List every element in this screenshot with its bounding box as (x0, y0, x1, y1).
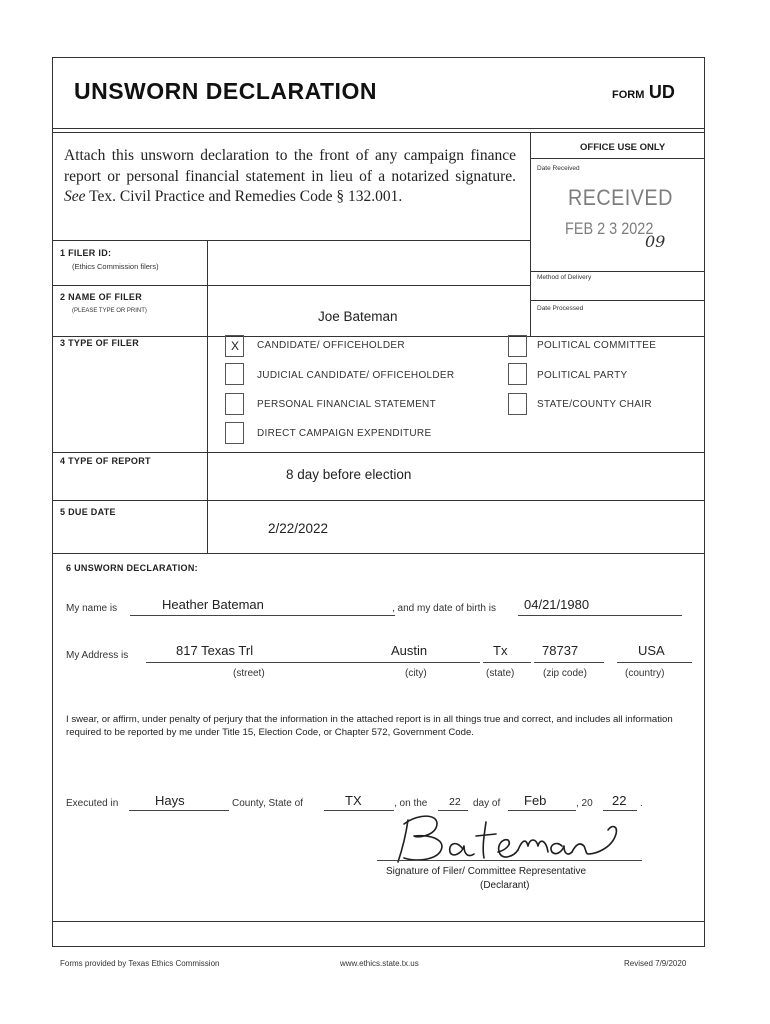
unsworn-declaration-label: 6 UNSWORN DECLARATION: (66, 563, 198, 573)
footer-left: Forms provided by Texas Ethics Commission (60, 959, 220, 968)
intro-see: See (64, 188, 86, 205)
street-field[interactable]: 817 Texas Trl (176, 643, 254, 658)
filer-id-sublabel: (Ethics Commission filers) (72, 262, 159, 271)
declarant-label: (Declarant) (480, 880, 530, 891)
option-political-committee: POLITICAL COMMITTEE (537, 340, 657, 351)
state-of-field[interactable]: TX (345, 793, 362, 808)
date-received-label: Date Received (537, 165, 580, 172)
form-code: UD (648, 82, 675, 102)
street-sublabel: (street) (233, 668, 265, 679)
county-state-text: County, State of (232, 798, 303, 809)
checkbox-judicial-candidate[interactable] (225, 363, 244, 385)
option-political-party: POLITICAL PARTY (537, 370, 628, 381)
checkbox-personal-financial-statement[interactable] (225, 393, 244, 415)
checkbox-candidate-officeholder[interactable] (225, 335, 244, 357)
intro-text-after: Tex. Civil Practice and Remedies Code § 132.001. (85, 188, 403, 205)
declarant-signature (390, 810, 640, 870)
option-direct-campaign-expenditure: DIRECT CAMPAIGN EXPENDITURE (257, 428, 432, 439)
checkbox-political-party[interactable] (508, 363, 527, 385)
city-sublabel: (city) (405, 668, 427, 679)
received-stamp: RECEIVED (568, 185, 673, 210)
due-date-field[interactable]: 2/22/2022 (268, 521, 329, 536)
month-field[interactable]: Feb (524, 793, 547, 808)
dob-text: , and my date of birth is (392, 603, 496, 614)
filer-id-field[interactable] (212, 246, 526, 280)
intro-text-before: Attach this unsworn declaration to the front of any campaign finance report or personal financial statement in lieu of a notarized signature. (64, 147, 516, 185)
my-address-is-label: My Address is (66, 650, 129, 661)
checkbox-political-committee[interactable] (508, 335, 527, 357)
perjury-statement: I swear, or affirm, under penalty of perjury that the information in the attached report is in all things true and correct, and includes all information required to be reported by me under Title 15, Election Code, or Chapter 572, Government Code. (66, 714, 673, 738)
year-prefix: , 20 (576, 798, 593, 809)
state-sublabel: (state) (486, 668, 515, 679)
country-sublabel: (country) (625, 668, 665, 679)
state-field[interactable]: Tx (493, 643, 508, 658)
zip-field[interactable]: 78737 (542, 643, 579, 658)
checkbox-direct-campaign-expenditure[interactable] (225, 422, 244, 444)
office-use-title: OFFICE USE ONLY (580, 142, 666, 153)
day-of-text: day of (473, 798, 501, 809)
signature-label: Signature of Filer/ Committee Representative (386, 866, 587, 877)
name-of-filer-label: 2 NAME OF FILER (60, 292, 143, 302)
option-candidate-officeholder: CANDIDATE/ OFFICEHOLDER (257, 340, 405, 351)
footer-revised: Revised 7/9/2020 (624, 959, 687, 968)
country-field[interactable]: USA (638, 643, 665, 658)
date-of-birth-field[interactable]: 04/21/1980 (524, 597, 590, 612)
name-of-filer-field[interactable]: Joe Bateman (318, 309, 398, 324)
type-of-report-field[interactable]: 8 day before election (286, 467, 412, 482)
received-initials: 09 (645, 232, 666, 251)
type-of-report-label: 4 TYPE OF REPORT (60, 456, 151, 466)
city-field[interactable]: Austin (391, 643, 428, 658)
checkbox-state-county-chair[interactable] (508, 393, 527, 415)
executed-in-label: Executed in (66, 798, 119, 809)
zip-sublabel: (zip code) (543, 668, 587, 679)
year-field[interactable]: 22 (612, 793, 627, 808)
form-code-label (612, 82, 675, 103)
form-prefix: FORM (612, 89, 645, 101)
on-the-text: , on the (394, 798, 428, 809)
footer-website-link[interactable]: www.ethics.state.tx.us (340, 959, 419, 968)
name-of-filer-sublabel: (PLEASE TYPE OR PRINT) (72, 308, 147, 314)
form-title: UNSWORN DECLARATION (74, 78, 377, 104)
type-of-filer-label: 3 TYPE OF FILER (60, 338, 140, 348)
due-date-label: 5 DUE DATE (60, 507, 116, 517)
day-field[interactable]: 22 (449, 796, 461, 808)
date-processed-label: Date Processed (537, 305, 584, 312)
declarant-name-field[interactable]: Heather Bateman (162, 597, 264, 612)
option-judicial-candidate: JUDICIAL CANDIDATE/ OFFICEHOLDER (257, 370, 455, 381)
option-state-county-chair: STATE/COUNTY CHAIR (537, 399, 652, 410)
received-stamp-date: FEB 2 3 2022 (565, 219, 654, 238)
option-personal-financial-statement: PERSONAL FINANCIAL STATEMENT (257, 399, 436, 410)
county-field[interactable]: Hays (155, 793, 185, 808)
checkbox-mark: X (231, 339, 240, 353)
filer-id-label: 1 FILER ID: (60, 248, 112, 258)
intro-paragraph (64, 146, 516, 208)
method-of-delivery-label: Method of Delivery (537, 274, 592, 281)
my-name-is-label: My name is (66, 603, 118, 614)
